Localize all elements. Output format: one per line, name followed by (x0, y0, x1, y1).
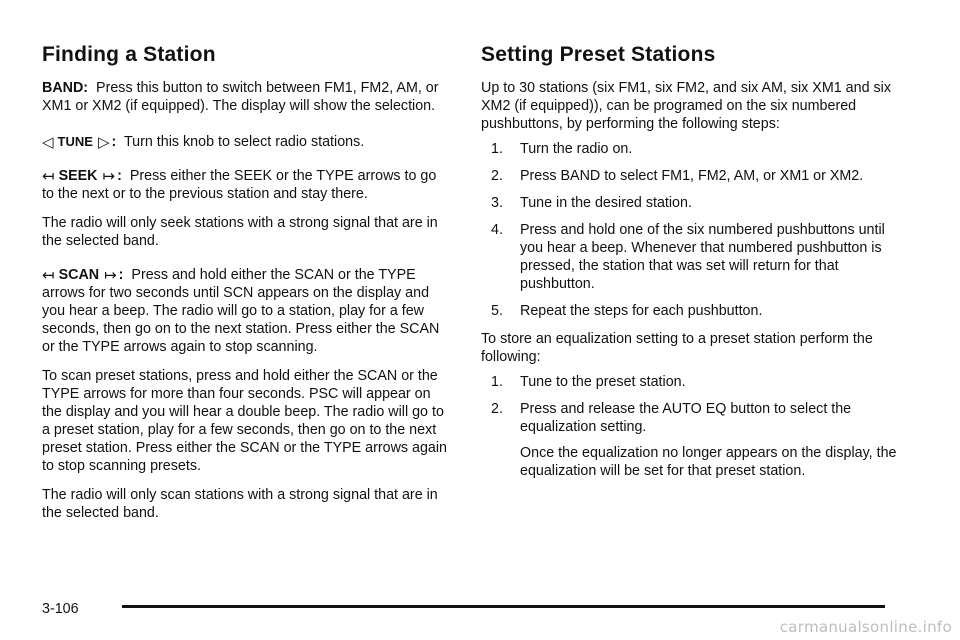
eq-note: Once the equalization no longer appears on the display, the equalization will be set for that preset station. (520, 445, 897, 479)
finding-station-heading: Finding a Station (42, 43, 216, 66)
scan-paragraph (42, 266, 452, 356)
left-column (42, 40, 452, 533)
step-number: 1. (491, 141, 503, 157)
tune-text: Turn this knob to select radio stations. (123, 134, 365, 150)
band-paragraph (42, 79, 452, 115)
step-number: 5. (491, 303, 503, 319)
step-text: Press and release the AUTO EQ button to select the equalization setting. (520, 401, 852, 435)
step-number: 1. (491, 374, 503, 390)
step-text: Repeat the steps for each pushbutton. (520, 303, 763, 319)
seek-forward-icon: ↦ (102, 167, 116, 185)
page-footer (42, 600, 885, 620)
list-item (491, 221, 901, 293)
tune-down-icon: ◁ (42, 133, 54, 151)
scan-note: The radio will only scan stations with a strong signal that are in the selected band. (42, 487, 438, 521)
list-item (491, 140, 901, 158)
band-term: BAND: (42, 80, 89, 96)
scan-forward-icon: ↦ (104, 266, 117, 284)
step-text: Turn the radio on. (520, 141, 633, 157)
right-column (481, 40, 901, 491)
seek-back-icon: ↤ (42, 167, 55, 185)
list-item (491, 400, 901, 436)
step-text: Press and hold one of the six numbered pushbuttons until you hear a beep. Whenever that numbered pushbutton is pressed, the station that was set will return for that pushbutton. (520, 222, 885, 292)
eq-steps-list (481, 373, 901, 436)
tune-up-icon: ▷ (97, 133, 110, 151)
step-text: Press BAND to select FM1, FM2, AM, or XM1 or XM2. (520, 168, 864, 184)
step-number: 3. (491, 195, 503, 211)
preset-steps-list (481, 140, 901, 320)
preset-scan-paragraph: To scan preset stations, press and hold either the SCAN or the TYPE arrows for more than four seconds. PSC will appear on the display and you will hear a double beep. The radio will go to a preset station, play for a few seconds, then go on to the next preset station. Press either the SCAN or the TYPE arrows again to stop scanning presets. (42, 368, 448, 474)
tune-paragraph (42, 133, 452, 151)
seek-text: Press either the SEEK or the TYPE arrows to go to the next or to the previous station and stay there. (42, 168, 437, 202)
seek-colon: : (117, 168, 122, 184)
list-item (491, 167, 901, 185)
step-text: Tune in the desired station. (520, 195, 692, 211)
setting-presets-heading: Setting Preset Stations (481, 43, 716, 66)
list-item (491, 194, 901, 212)
scan-term: SCAN (58, 267, 100, 283)
seek-note: The radio will only seek stations with a strong signal that are in the selected band. (42, 215, 438, 249)
tune-colon: : (111, 134, 117, 150)
watermark: carmanualsonline.info (779, 618, 952, 636)
eq-intro: To store an equalization setting to a preset station perform the following: (481, 331, 873, 365)
scan-back-icon: ↤ (42, 266, 55, 284)
seek-term: SEEK (58, 168, 98, 184)
seek-paragraph (42, 167, 452, 203)
step-number: 2. (491, 168, 503, 184)
scan-text: Press and hold either the SCAN or the TYPE arrows for two seconds until SCN appears on the display and you hear a beep. The radio will go to a station, play for a few seconds, then go on to the next station. Press either the SCAN or the TYPE arrows again to stop scanning. (42, 267, 440, 355)
step-number: 2. (491, 401, 503, 417)
step-number: 4. (491, 222, 503, 238)
page-number: 3-106 (42, 601, 79, 617)
tune-term: TUNE (57, 134, 93, 149)
list-item (491, 373, 901, 391)
step-text: Tune to the preset station. (520, 374, 686, 390)
footer-rule (122, 605, 885, 608)
list-item (491, 302, 901, 320)
presets-intro: Up to 30 stations (six FM1, six FM2, and six AM, six XM1 and six XM2 (if equipped)), can be programed on the six numbered pushbuttons, by performing the following steps: (481, 80, 891, 132)
scan-colon: : (118, 267, 124, 283)
band-text: Press this button to switch between FM1, FM2, AM, or XM1 or XM2 (if equipped). The display will show the selection. (42, 80, 439, 114)
